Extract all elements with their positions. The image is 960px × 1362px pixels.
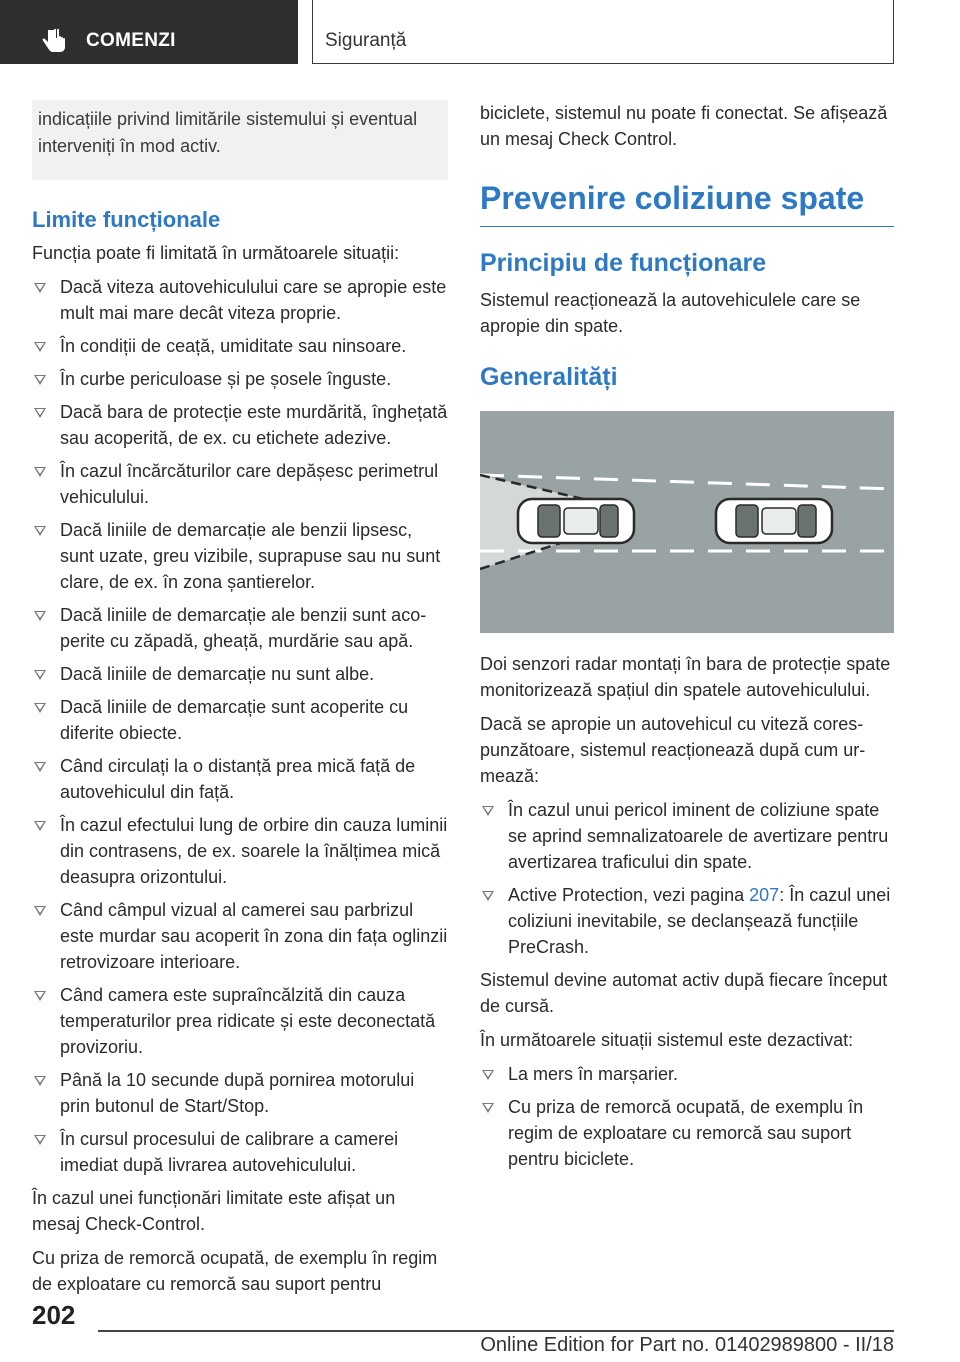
list-item: Până la 10 secunde după pornirea motorului prin butonul de Start/Stop.	[32, 1067, 448, 1119]
triangle-bullet-icon	[34, 1076, 46, 1086]
radar-illustration	[480, 411, 894, 633]
principle-heading: Principiu de funcționare	[480, 249, 767, 277]
triangle-bullet-icon	[34, 283, 46, 293]
radar-text: Doi senzori radar montați în bara de protecție spate monitorizează spațiul din spatele autovehiculului.	[480, 654, 891, 700]
list-item: În cazul efectului lung de orbire din cauza luminii din contrasens, de ex. soarele la înălțimea mică deasupra orizontului.	[32, 812, 448, 890]
note-box: indicațiile privind limitările sistemului și eventual interveniți în mod activ.	[32, 100, 448, 180]
header-section-tab	[0, 0, 298, 64]
approaching-car-icon	[716, 499, 832, 543]
header-section-label: COMENZI	[86, 30, 176, 51]
own-car-icon	[518, 499, 634, 543]
approach-text: Dacă se apropie un autovehicul cu viteză corespunzătoare, sistemul reacționează după cum urmează:	[480, 714, 866, 786]
triangle-bullet-icon	[34, 408, 46, 418]
list-item: Dacă viteza autovehiculului care se apropie este mult mai mare decât viteza proprie.	[32, 274, 448, 326]
header-chapter-label: Siguranță	[325, 30, 407, 51]
triangle-bullet-icon	[34, 821, 46, 831]
trailer-text-start: Cu priza de remorcă ocupată, de exemplu în regim de exploatare cu remorcă sau suport pentru	[32, 1248, 438, 1294]
triangle-bullet-icon	[34, 342, 46, 352]
triangle-bullet-icon	[482, 806, 494, 816]
footer-rule	[98, 1330, 894, 1332]
hand-pointer-icon	[40, 26, 68, 54]
triangle-bullet-icon	[34, 526, 46, 536]
header-chapter-box	[312, 0, 894, 64]
limits-intro: Funcția poate fi limitată în următoarele situații:	[32, 243, 400, 263]
auto-active-text: Sistemul devine automat activ după fiecare început de cursă.	[480, 970, 888, 1016]
reaction-list	[480, 797, 896, 960]
list-item: Active Protection, vezi pagina 207: În cazul unei coliziuni inevitabile, se declanșează funcțiile PreCrash.	[480, 882, 896, 960]
triangle-bullet-icon	[34, 670, 46, 680]
list-item: Când camera este supraîncălzită din cauza temperaturilor prea ridicate și este deconectată provizoriu.	[32, 982, 448, 1060]
list-item: În cursul procesului de calibrare a camerei imediat după livrarea autovehiculului.	[32, 1126, 448, 1178]
list-item: Când circulați la o distanță prea mică față de autovehiculul din față.	[32, 753, 448, 805]
list-item: Dacă liniile de demarcație nu sunt albe.	[32, 661, 448, 687]
triangle-bullet-icon	[34, 375, 46, 385]
limits-list	[32, 274, 448, 1178]
list-item: În cazul unui pericol iminent de coliziune spate se aprind semnalizatoarele de avertizare pentru avertizarea traficului din spate.	[480, 797, 896, 875]
triangle-bullet-icon	[34, 467, 46, 477]
deactivated-list	[480, 1061, 896, 1172]
triangle-bullet-icon	[482, 891, 494, 901]
triangle-bullet-icon	[34, 906, 46, 916]
principle-text: Sistemul reacționează la autovehiculele care se apropie din spate.	[480, 290, 861, 336]
triangle-bullet-icon	[34, 1135, 46, 1145]
general-heading: Generalități	[480, 363, 618, 391]
triangle-bullet-icon	[482, 1103, 494, 1113]
main-heading: Prevenire coliziune spate	[480, 178, 894, 227]
limits-heading: Limite funcționale	[32, 207, 221, 232]
deactivated-intro: În următoarele situații sistemul este dezactivat:	[480, 1030, 854, 1050]
list-item: În curbe periculoase și pe șosele înguste.	[32, 366, 448, 392]
list-item: Când câmpul vizual al camerei sau parbrizul este murdar sau acoperit în zona din fața oglinzii retrovizoare interioare.	[32, 897, 448, 975]
list-item: Cu priza de remorcă ocupată, de exemplu în regim de exploatare cu remorcă sau suport pentru biciclete.	[480, 1094, 896, 1172]
page-link[interactable]: 207	[749, 885, 780, 905]
triangle-bullet-icon	[34, 991, 46, 1001]
triangle-bullet-icon	[34, 762, 46, 772]
trailer-text-end: biciclete, sistemul nu poate fi conectat. Se afișează un mesaj Check Control.	[480, 103, 888, 149]
list-item: Dacă liniile de demarcație ale benzii sunt acoperite cu zăpadă, gheață, murdărie sau apă.	[32, 602, 448, 654]
list-item: La mers în marșarier.	[480, 1061, 896, 1087]
triangle-bullet-icon	[34, 703, 46, 713]
triangle-bullet-icon	[34, 611, 46, 621]
list-item: Dacă bara de protecție este murdărită, înghețată sau acoperită, de ex. cu etichete adezive.	[32, 399, 448, 451]
edition-text: Online Edition for Part no. 01402989800 - II/18	[480, 1334, 894, 1356]
limited-message-text: În cazul unei funcționări limitate este afișat un mesaj Check-Control.	[32, 1188, 396, 1234]
page-number: 202	[32, 1300, 76, 1330]
left-column	[32, 100, 448, 1305]
list-item: Dacă liniile de demarcație ale benzii lipsesc, sunt uzate, greu vizibile, suprapuse sau nu sunt clare, de ex. în zona șantierelor.	[32, 517, 448, 595]
list-item: Dacă liniile de demarcație sunt acoperite cu diferite obiecte.	[32, 694, 448, 746]
list-item: În condiții de ceață, umiditate sau ninsoare.	[32, 333, 448, 359]
list-item: În cazul încărcăturilor care depășesc perimetrul vehiculului.	[32, 458, 448, 510]
right-column	[480, 100, 896, 1179]
triangle-bullet-icon	[482, 1070, 494, 1080]
